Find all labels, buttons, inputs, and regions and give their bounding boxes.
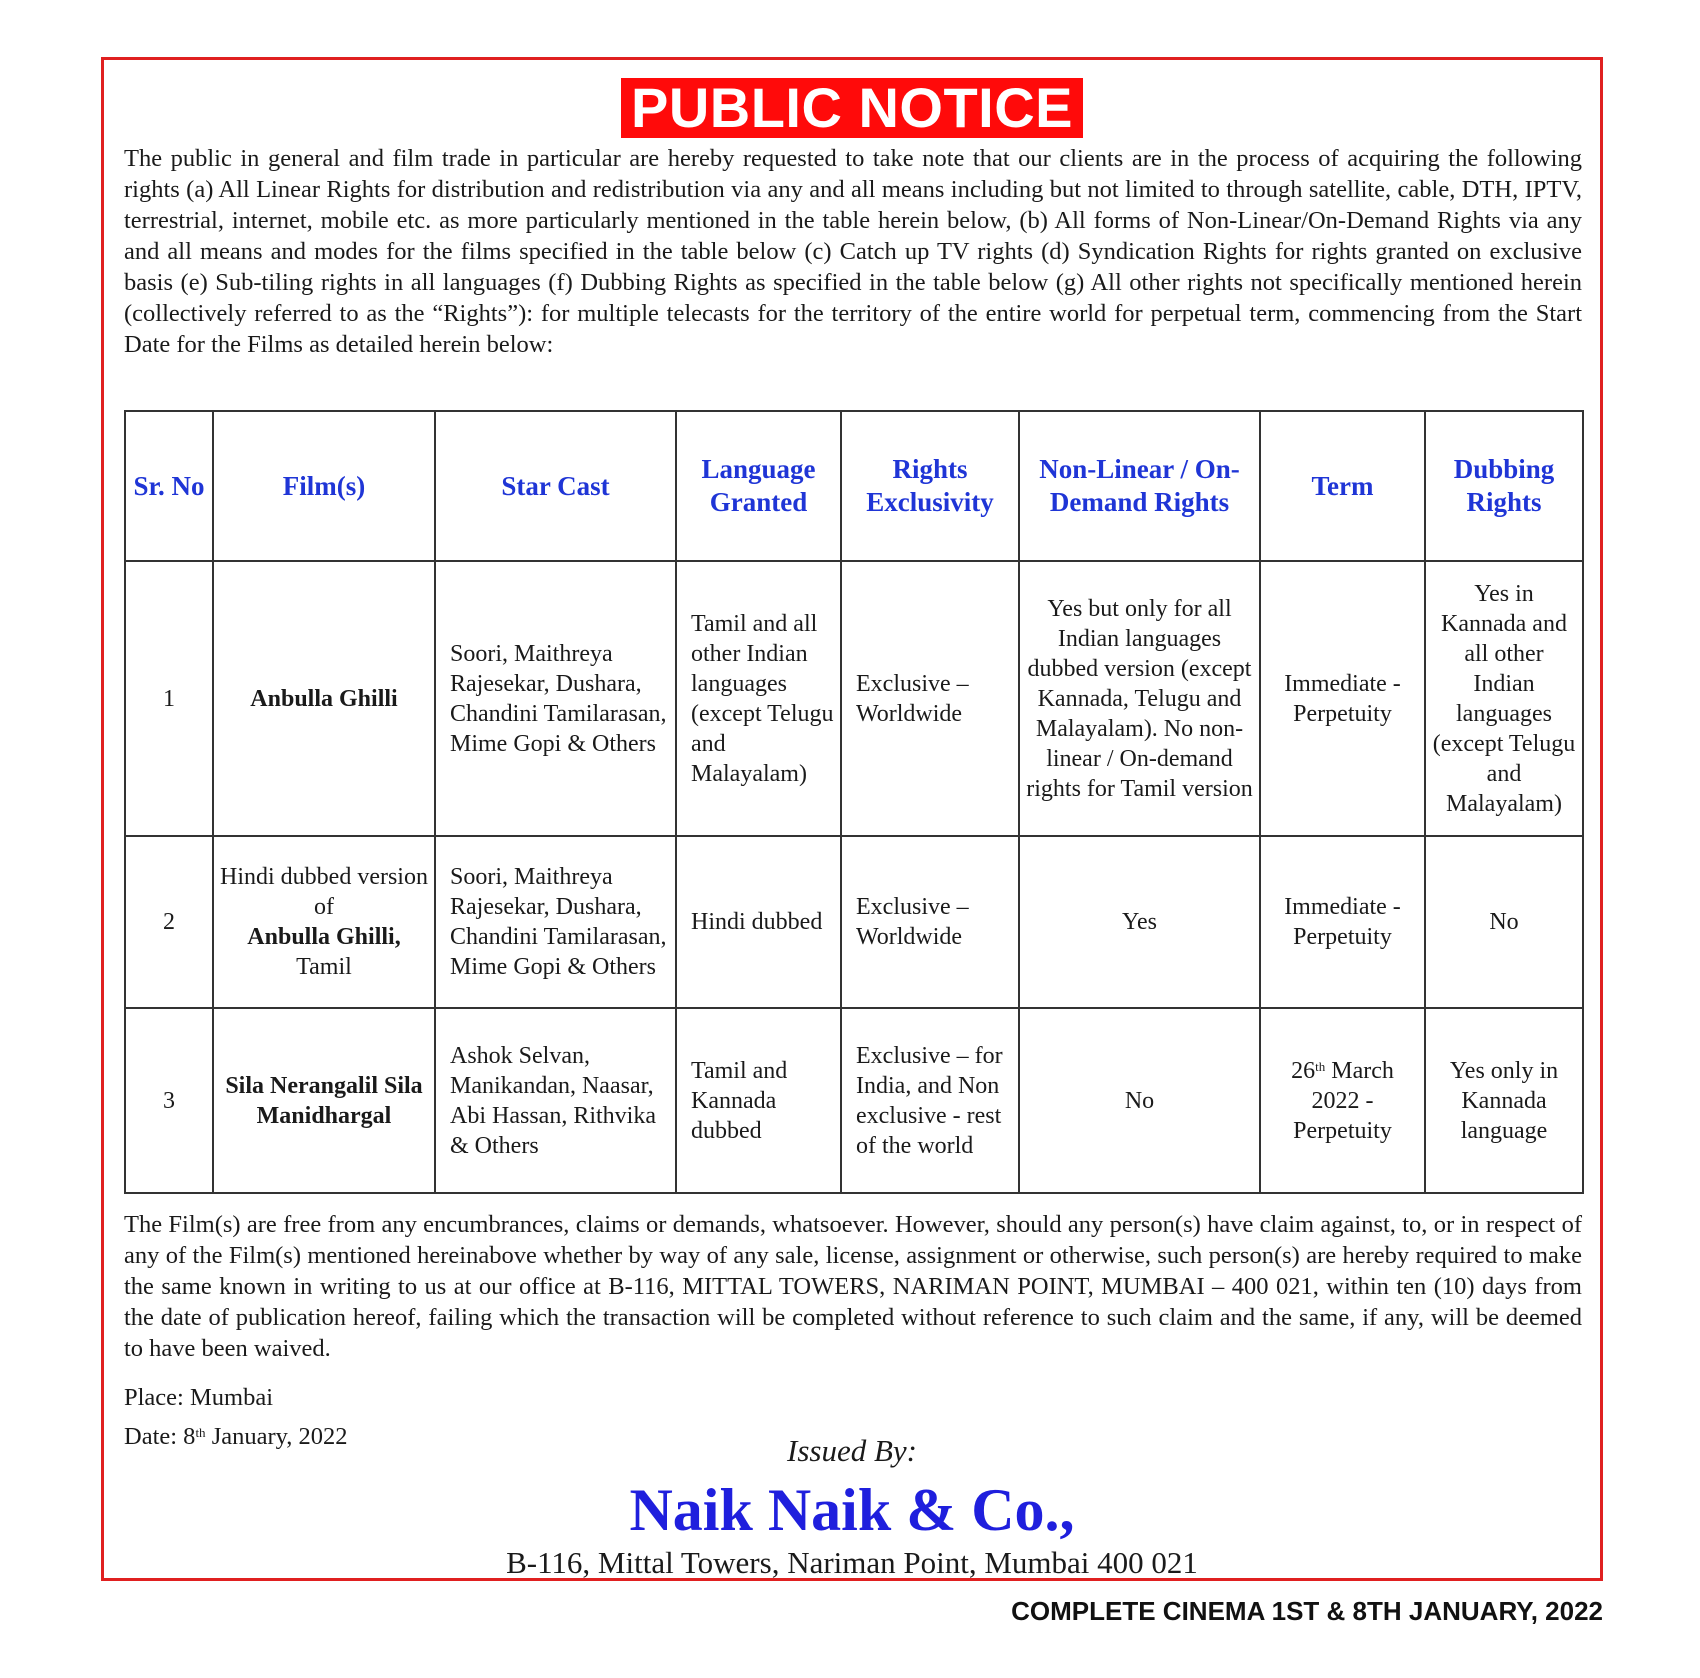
- film-prefix: Hindi dubbed version of: [220, 864, 428, 920]
- term-rest: March 2022 - Perpetuity: [1293, 1057, 1394, 1144]
- notice-title: PUBLIC NOTICE: [621, 78, 1083, 138]
- cell-nonlinear: Yes: [1019, 836, 1260, 1008]
- header-star-cast: Star Cast: [435, 411, 676, 561]
- cell-star-cast: Ashok Selvan, Manikandan, Naasar, Abi Hassan, Rithvika & Others: [435, 1008, 676, 1193]
- cell-exclusivity: Exclusive – Worldwide: [841, 836, 1019, 1008]
- header-language-granted: Language Granted: [676, 411, 841, 561]
- film-title: Anbulla Ghilli: [250, 685, 398, 712]
- closing-paragraph: The Film(s) are free from any encumbrances, claims or demands, whatsoever. However, should any person(s) have claim against, to, or in respect of any of the Film(s) mentioned hereinabove whether by way of any sale, license, assignment or otherwise, such person(s) are hereby required to make the same known in writing to us at our office at B-116, MITTAL TOWERS, NARIMAN POINT, MUMBAI – 400 021, within ten (10) days from the date of publication hereof, failing which the transaction will be completed without reference to such claim and the same, if any, will be deemed to have been waived.: [124, 1211, 1582, 1362]
- firm-address: B-116, Mittal Towers, Nariman Point, Mumbai 400 021: [506, 1545, 1198, 1580]
- header-nonlinear-rights: Non-Linear / On-Demand Rights: [1019, 411, 1260, 561]
- cell-film: [213, 561, 435, 836]
- table-header-row: [125, 411, 1583, 561]
- cell-star-cast: Soori, Maithreya Rajesekar, Dushara, Chandini Tamilarasan, Mime Gopi & Others: [435, 836, 676, 1008]
- term-superscript: th: [1315, 1058, 1326, 1074]
- header-dubbing-rights: Dubbing Rights: [1425, 411, 1583, 561]
- date-suffix: January, 2022: [205, 1423, 348, 1450]
- rights-table: [124, 410, 1584, 1194]
- cell-dubbing: Yes in Kannada and all other Indian languages (except Telugu and Malayalam): [1425, 561, 1583, 836]
- cell-sr: 3: [125, 1008, 213, 1193]
- cell-dubbing: No: [1425, 836, 1583, 1008]
- cell-sr: 1: [125, 561, 213, 836]
- cell-exclusivity: Exclusive – for India, and Non exclusive - rest of the world: [841, 1008, 1019, 1193]
- term-text: Immediate - Perpetuity: [1284, 894, 1401, 950]
- table-row: [125, 836, 1583, 1008]
- date-superscript: th: [195, 1425, 206, 1440]
- header-term: Term: [1260, 411, 1425, 561]
- table-row: [125, 561, 1583, 836]
- header-films: Film(s): [213, 411, 435, 561]
- cell-star-cast: Soori, Maithreya Rajesekar, Dushara, Chandini Tamilarasan, Mime Gopi & Others: [435, 561, 676, 836]
- cell-language: Tamil and Kannada dubbed: [676, 1008, 841, 1193]
- date-prefix: Date: 8: [124, 1423, 196, 1450]
- cell-term: [1260, 836, 1425, 1008]
- title-wrap: [104, 78, 1600, 138]
- publication-footer: COMPLETE CINEMA 1ST & 8TH JANUARY, 2022: [1011, 1596, 1603, 1626]
- notice-frame: [101, 57, 1603, 1581]
- firm-name: Naik Naik & Co.,: [629, 1477, 1075, 1543]
- cell-exclusivity: Exclusive – Worldwide: [841, 561, 1019, 836]
- cell-nonlinear: Yes but only for all Indian languages dubbed version (except Kannada, Telugu and Malayalam). No non-linear / On-demand rights for Tamil version: [1019, 561, 1260, 836]
- cell-term: [1260, 561, 1425, 836]
- intro-paragraph: The public in general and film trade in particular are hereby requested to take note that our clients are in the process of acquiring the following rights (a) All Linear Rights for distribution and redistribution via any and all means including but not limited to through satellite, cable, DTH, IPTV, terrestrial, internet, mobile etc. as more particularly mentioned in the table herein below, (b) All forms of Non-Linear/On-Demand Rights via any and all means and modes for the films specified in the table below (c) Catch up TV rights (d) Syndication Rights for rights granted on exclusive basis (e) Sub-tiling rights in all languages (f) Dubbing Rights as specified in the table below (g) All other rights not specifically mentioned herein (collectively referred to as the “Rights”): for multiple telecasts for the territory of the entire world for perpetual term, commencing from the Start Date for the Films as detailed herein below:: [124, 145, 1582, 358]
- term-text: Immediate - Perpetuity: [1284, 670, 1401, 727]
- cell-film: [213, 836, 435, 1008]
- film-title: Anbulla Ghilli,: [247, 924, 401, 950]
- header-sr-no: Sr. No: [125, 411, 213, 561]
- cell-film: [213, 1008, 435, 1193]
- cell-dubbing: Yes only in Kannada language: [1425, 1008, 1583, 1193]
- place-line: Place: Mumbai: [124, 1384, 274, 1411]
- cell-nonlinear: No: [1019, 1008, 1260, 1193]
- film-suffix: Tamil: [296, 954, 352, 980]
- film-title: Sila Nerangalil Sila Manidhargal: [225, 1072, 423, 1129]
- cell-language: Tamil and all other Indian languages (except Telugu and Malayalam): [676, 561, 841, 836]
- term-text: 26: [1291, 1057, 1316, 1084]
- issued-by-label: Issued By:: [787, 1433, 917, 1468]
- table-row: [125, 1008, 1583, 1193]
- cell-term: [1260, 1008, 1425, 1193]
- cell-language: Hindi dubbed: [676, 836, 841, 1008]
- cell-sr: 2: [125, 836, 213, 1008]
- header-rights-exclusivity: Rights Exclusivity: [841, 411, 1019, 561]
